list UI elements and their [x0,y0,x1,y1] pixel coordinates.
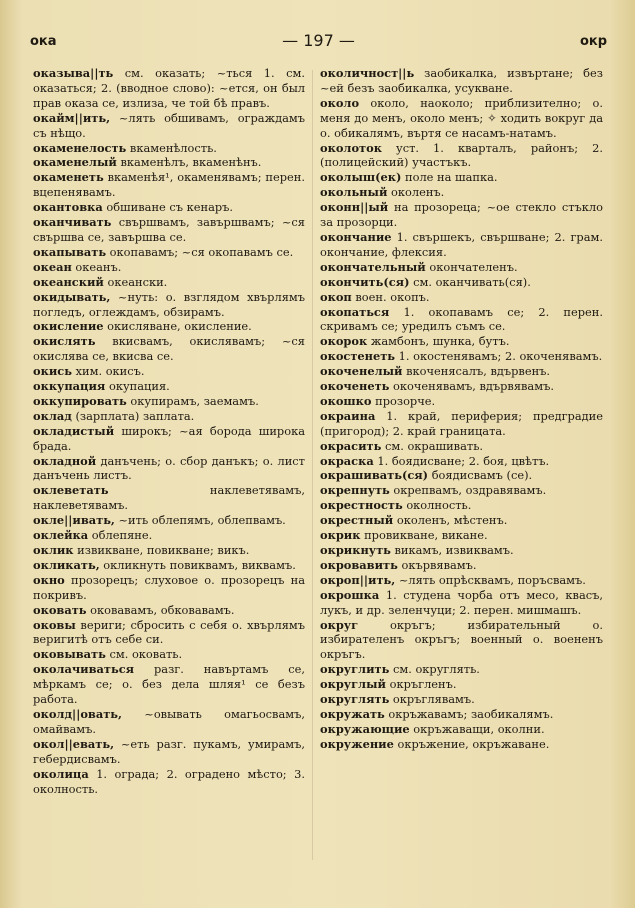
entry-headword: околд||овать, [33,706,122,721]
entry-headword: окрикнуть [320,543,391,557]
entry-headword: окапывать [33,244,107,259]
entry-headword: окаменелый [33,155,117,170]
entry-headword: окоченеть [320,379,390,394]
dictionary-entry: округлить см. округлять. [320,662,480,677]
dictionary-entry: окрашивать(ся) боядисвамъ (се). [320,468,533,483]
entry-headword: округлять [320,692,390,707]
dictionary-entry: околица 1. ограда; 2. оградено мѣсто; 3. околность. [33,766,305,796]
entry-headword: окайм||ить, [33,110,111,125]
dictionary-entry: округлять окръглявамъ. [320,692,475,707]
entry-headword: окисление [33,319,104,334]
dictionary-entry: окончательный окончателенъ. [320,259,518,274]
dictionary-entry: окрасить см. окрашивать. [320,438,484,453]
entry-headword: окончить(ся) [320,274,410,289]
page-header [30,31,607,56]
dictionary-entry: окислять вкисвамъ, окислявамъ; ~ся окислява се, вкисва се. [33,334,305,364]
dictionary-entry: окружение окръжение, окръжаване. [320,736,550,751]
dictionary-entry: окладной данъчень; о. сбор данъкъ; о. лист данъчень листъ. [33,453,305,483]
entry-headword: окол||евать, [33,736,115,751]
entry-headword: окись [33,364,72,379]
entry-headword: окружать [320,706,385,721]
entry-headword: окроп||ить, [320,572,396,587]
dictionary-entry: округ окръгъ; избирательный о. избирателенъ окръгъ; военный о. воененъ окръгъ. [320,617,603,662]
dictionary-entry: окончить(ся) см. оканчивать(ся). [320,274,531,289]
dictionary-entry: оковать оковавамъ, обковавамъ. [33,602,235,617]
entry-headword: океан [33,259,72,274]
entry-headword: окоп [320,289,352,304]
dictionary-entry: океан океанъ. [33,259,122,274]
dictionary-entry: окостенеть 1. окостенявамъ; 2. окоченявамъ. [320,349,603,364]
entry-headword: окрасить [320,438,382,453]
dictionary-entry: окликать, окликнуть повиквамъ, виквамъ. [33,557,296,572]
page-number: — 197 — [282,31,355,50]
dictionary-entry: околыш(ек) поле на шапка. [320,170,498,185]
entry-headword: окрошка [320,587,380,602]
entry-headword: оклеветать [33,483,109,498]
dictionary-entry: оказыва||ть см. оказать; ~ться 1. см. оказаться; 2. (вводное слово): ~ется, он был прав оказа се, излиза, че той бѣ правъ. [33,66,305,110]
entry-headword: оканчивать [33,215,112,230]
dictionary-entry: оклик извикване, повикване; викъ. [33,543,250,557]
dictionary-entry: околд||овать, ~овывать омагьосвамъ, омайвамъ. [33,706,305,736]
entry-headword: окрестность [320,498,403,513]
entry-headword: округлить [320,662,390,677]
dictionary-entry: оконн||ый на прозореца; ~ое стекло стъкло за прозорци. [320,200,603,230]
entry-headword: окончание [320,229,392,244]
entry-headword: окно [33,572,65,587]
entry-headword: оклад [33,408,72,423]
entry-headword: окаменеть [33,170,104,185]
dictionary-entry: окраина 1. край, периферия; предградие (пригород); 2. край границата. [320,408,603,438]
dictionary-entry: окапывать окопавамъ; ~ся окопавамъ се. [33,244,294,259]
right-column [320,66,603,752]
dictionary-entry: оклад (зарплата) заплата. [33,408,195,423]
entry-headword: окислять [33,334,96,349]
dictionary-entry: окаменеть вкаменѣя¹, окаменявамъ; перен. вцепенявамъ. [33,170,305,200]
left-column [33,66,305,796]
dictionary-entry: округлый окръгленъ. [320,677,457,692]
entry-headword: окраина [320,408,376,423]
entry-headword: оклейка [33,528,89,543]
dictionary-entry: окоченеть окоченявамъ, вдървявамъ. [320,379,554,394]
dictionary-entry: окрошка 1. студена чорба отъ месо, квасъ, лукъ, и др. зеленчуци; 2. перен. мишмашъ. [320,587,603,617]
dictionary-entry: окантовка обшиване съ кенаръ. [33,200,234,215]
entry-headword: окончательный [320,259,426,274]
entry-headword: окантовка [33,200,103,215]
entry-headword: окружение [320,736,394,751]
dictionary-entry: окрикнуть викамъ, извиквамъ. [320,543,514,557]
dictionary-entry: окидывать, ~нуть: о. взглядом хвърлямъ погледъ, оглеждамъ, обзирамъ. [33,289,305,319]
dictionary-entry: околачиваться разг. навъртамъ се, мѣркамъ се; о. без дела шляя¹ се безъ работа. [33,662,305,707]
dictionary-entry: оккупировать окупирамъ, заемамъ. [33,393,259,408]
dictionary-entry: оковывать см. оковать. [33,647,183,662]
header-right-guide-word: окр [579,34,607,49]
entry-headword: окружающие [320,721,410,736]
dictionary-entry: окрестный околенъ, мѣстенъ. [320,513,508,528]
entry-headword: оккупация [33,379,106,394]
entry-headword: оконн||ый [320,200,389,215]
entry-headword: окровавить [320,557,398,572]
entry-headword: околыш(ек) [320,170,402,185]
dictionary-entry: окончание 1. свършекъ, свършване; 2. грам. окончание, флексия. [320,229,603,259]
entry-headword: окоченелый [320,364,403,379]
entry-headword: околичност||ь [320,66,415,80]
entry-headword: окостенеть [320,349,396,364]
dictionary-entry: окружать окръжавамъ; заобикалямъ. [320,706,554,721]
entry-headword: околоток [320,140,382,155]
dictionary-entry: окаменелость вкаменѣлость. [33,140,217,155]
entry-headword: окле||ивать, [33,513,115,528]
entry-headword: окладной [33,453,97,468]
dictionary-entry: океанский океански. [33,274,168,289]
dictionary-entry: окоп воен. окопъ. [320,289,430,304]
dictionary-entry: окайм||ить, ~лять обшивамъ, ограждамъ съ нѣщо. [33,110,305,140]
entry-headword: окрашивать(ся) [320,468,429,483]
dictionary-entry: окроп||ить, ~лять опрѣсквамъ, поръсвамъ. [320,572,586,587]
dictionary-entry: окрик провикване, викане. [320,528,488,543]
dictionary-entry: оканчивать свършвамъ, завършвамъ; ~ся свършва се, завършва се. [33,215,305,244]
dictionary-entry: окол||евать, ~еть разг. пукамъ, умирамъ, гебердисвамъ. [33,736,305,766]
entry-headword: окаменелость [33,140,127,155]
dictionary-entry: околоток уст. 1. кварталъ, районъ; 2. (полицейский) участъкъ. [320,140,603,170]
dictionary-entry: окорок жамбонъ, шунка, бутъ. [320,334,510,349]
entry-headword: оккупировать [33,393,127,408]
dictionary-entry: оклейка облепяне. [33,528,153,543]
dictionary-entry: окровавить окървявамъ. [320,557,477,572]
entry-headword: окладистый [33,423,115,438]
dictionary-entry: окаменелый вкаменѣлъ, вкаменѣнъ. [33,155,262,170]
column-divider [312,70,313,860]
entry-headword: окрик [320,528,361,543]
dictionary-entry: окружающие окръжаващи, околни. [320,721,545,736]
dictionary-entry: окольный околенъ. [320,185,445,200]
entry-headword: оклик [33,543,74,557]
entry-headword: океанский [33,274,104,289]
dictionary-entry: оковы вериги; сбросить с себя о. хвърлямъ веригитѣ отъ себе си. [33,617,305,647]
entry-headword: окликать, [33,557,100,572]
dictionary-entry: окоченелый вкоченясалъ, вдървенъ. [320,364,551,379]
entry-headword: окрестный [320,513,394,528]
dictionary-entry: окисление окисляване, окисление. [33,319,252,334]
dictionary-entry: оклеветать наклеветявамъ, наклеветявамъ. [33,483,305,513]
entry-headword: оковывать [33,647,106,662]
entry-headword: около [320,95,360,110]
entry-headword: окопаться [320,304,390,319]
dictionary-entry: околичност||ь заобикалка, извъртане; без ~ей безъ заобикалка, усукване. [320,66,603,95]
entry-headword: округлый [320,677,386,692]
dictionary-entry: около около, наоколо; приблизително; о. меня до менъ, около менъ; ✧ ходить вокруг да о. обикалямъ, въртя се насамъ-натамъ. [320,95,603,140]
entry-headword: окраска [320,453,374,468]
entry-headword: околица [33,766,89,781]
dictionary-entry: окле||ивать, ~ить облепямъ, облепвамъ. [33,513,286,528]
dictionary-entry: окладистый широкъ; ~ая борода широка брада. [33,423,305,453]
entry-headword: окорок [320,334,368,349]
entry-headword: окошко [320,393,372,408]
entry-headword: оковы [33,617,76,632]
entry-headword: окольный [320,185,388,200]
dictionary-entry: окно прозорецъ; слуховое о. прозорецъ на покривъ. [33,572,305,602]
entry-headword: оковать [33,602,87,617]
dictionary-entry: окрепнуть окрепвамъ, оздравявамъ. [320,483,547,498]
dictionary-entry: окрестность околность. [320,498,472,513]
dictionary-entry: оккупация окупация. [33,379,170,394]
entry-headword: округ [320,617,359,632]
entry-headword: окидывать, [33,289,111,304]
dictionary-entry: окись хим. окисъ. [33,364,145,379]
entry-headword: околачиваться [33,662,135,677]
entry-headword: оказыва||ть [33,66,114,80]
header-left-guide-word: ока [30,34,57,49]
dictionary-entry: окраска 1. боядисване; 2. боя, цвѣтъ. [320,453,550,468]
dictionary-entry: окопаться 1. окопавамъ се; 2. перен. скривамъ се; уредилъ съмъ се. [320,304,603,334]
dictionary-entry: окошко прозорче. [320,393,436,408]
entry-headword: окрепнуть [320,483,390,498]
